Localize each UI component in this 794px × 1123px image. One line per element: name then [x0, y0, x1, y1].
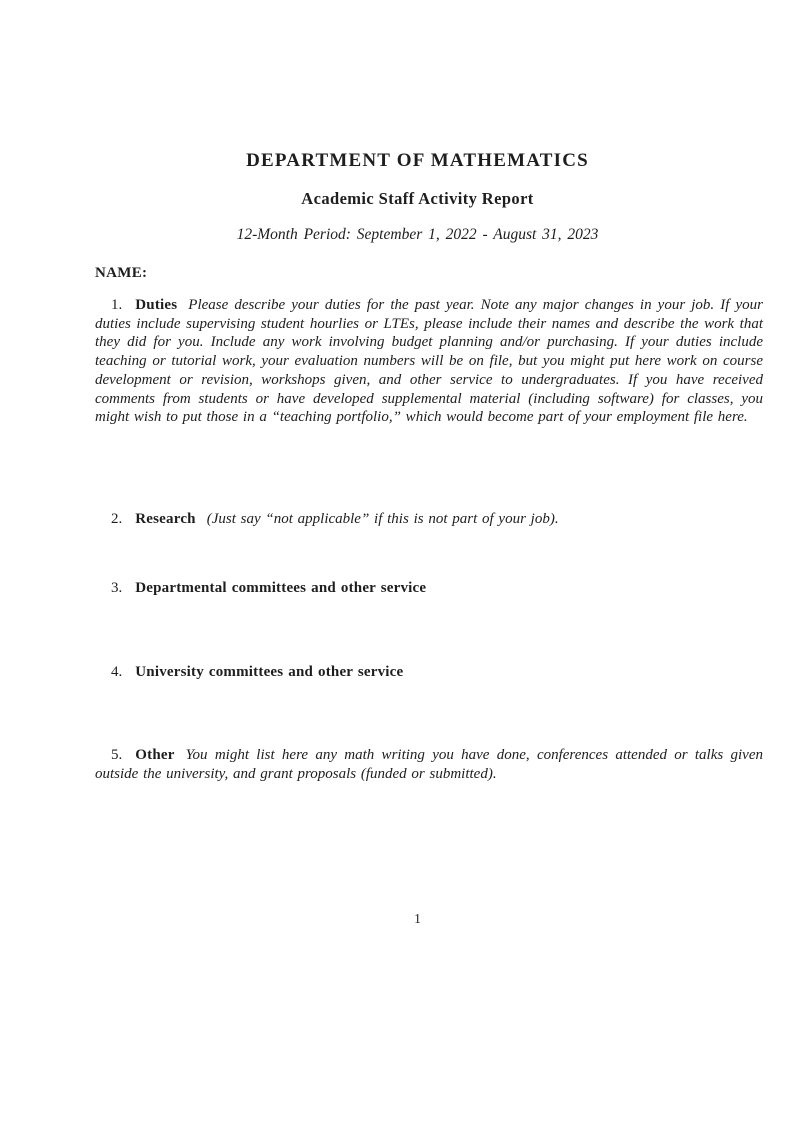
- document-subtitle: Academic Staff Activity Report: [301, 189, 534, 208]
- name-label: NAME:: [95, 265, 148, 281]
- item-number: 4.: [111, 664, 123, 680]
- document-title: DEPARTMENT OF MATHEMATICS: [246, 150, 589, 171]
- activity-item-research: [95, 510, 763, 529]
- item-description: Please describe your duties for the past year. Note any major changes in your job. If your duties include supervising student hourlies or LTEs, please include their names and describe the work that they did for you. Include any work involving budget planning and/or purchasing. If your duties include teaching or tutorial work, your evaluation numbers will be on file, but you might put here work on course development or revision, workshops given, and other service to undergraduates. If you have received comments from students or have developed supplemental material (including software) for classes, you might wish to put those in a “teaching portfolio,” which would become part of your employment file here.: [95, 297, 763, 426]
- item-number: 5.: [111, 747, 123, 763]
- item-label: Research: [135, 511, 196, 527]
- page-number: 1: [414, 911, 421, 926]
- item-number: 1.: [111, 297, 123, 313]
- item-label: University committees and other service: [135, 664, 404, 680]
- item-number: 3.: [111, 580, 123, 596]
- activity-item-departmental-committees: [95, 579, 763, 598]
- item-description: (Just say “not applicable” if this is not part of your job).: [206, 511, 559, 527]
- activity-item-other: [95, 746, 763, 783]
- activity-item-duties: [95, 296, 763, 427]
- report-period: 12-Month Period: September 1, 2022 - August 31, 2023: [236, 226, 599, 243]
- item-label: Other: [135, 747, 175, 763]
- item-description: You might list here any math writing you have done, conferences attended or talks given outside the university, and grant proposals (funded or submitted).: [95, 747, 763, 782]
- item-label: Departmental committees and other service: [135, 580, 427, 596]
- activity-item-university-committees: [95, 663, 763, 682]
- item-number: 2.: [111, 511, 123, 527]
- item-label: Duties: [135, 297, 178, 313]
